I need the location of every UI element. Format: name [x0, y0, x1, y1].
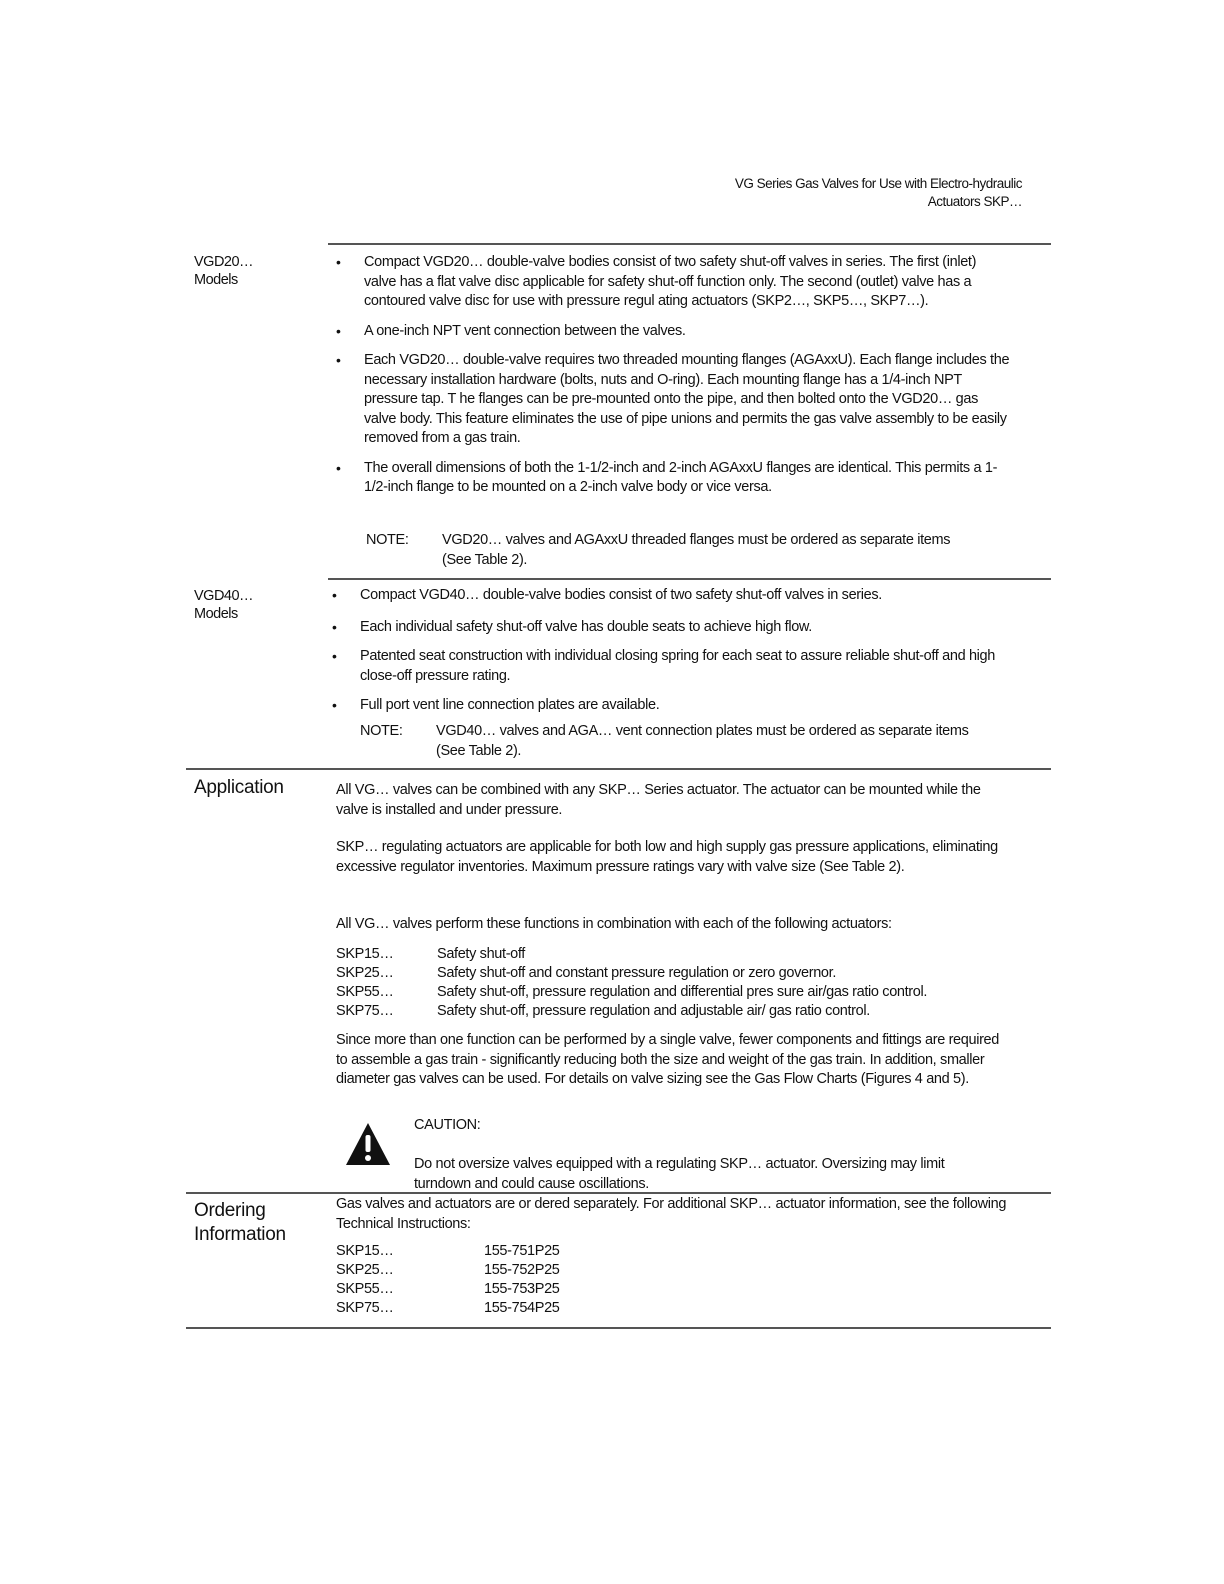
table-row: SKP25… Safety shut-off and constant pressure regulation or zero governor.: [336, 965, 836, 981]
list-item: • A one-inch NPT vent connection between the valves.: [364, 322, 1010, 342]
application-heading: Application: [194, 777, 284, 798]
list-item: • Full port vent line connection plates are available.: [360, 696, 1010, 716]
list-item: • Patented seat construction with individual closing spring for each seat to assure reliable shut-off and high close-off pressure rating.: [360, 647, 1010, 686]
caution-text: Do not oversize valves equipped with a regulating SKP… actuator. Oversizing may limit turndown and could cause oscillations.: [414, 1156, 945, 1192]
vgd40-note: [360, 722, 1000, 761]
running-header: [735, 175, 1022, 211]
vgd20-bullet-list: [364, 253, 1010, 498]
section-divider: [186, 1192, 1051, 1194]
section-divider: [186, 768, 1051, 770]
table-row: SKP25… 155-752P25: [336, 1262, 560, 1278]
note-label: NOTE:: [366, 532, 409, 548]
table-row: SKP75… Safety shut-off, pressure regulation and adjustable air/ gas ratio control.: [336, 1003, 870, 1019]
application-para-4: Since more than one function can be performed by a single valve, fewer components and fittings are required to assemble a gas train - significantly reducing both the size and weight of the gas train. In addition, smaller diameter gas valves can be used. For details on valve sizing see the Gas Flow Charts (Figures 4 and 5).: [336, 1032, 999, 1087]
warning-triangle-icon: [345, 1122, 391, 1166]
list-item: • Compact VGD40… double-valve bodies consist of two safety shut-off valves in series.: [360, 586, 1010, 606]
ordering-heading: Ordering Information: [194, 1200, 286, 1245]
list-item: • Each VGD20… double-valve requires two threaded mounting flanges (AGAxxU). Each flange includes the necessary installation hardware (bolts, nuts and O-ring). Each mounting flange has a 1/4-inch NPT pressure tap. T he flanges can be pre-mounted onto the pipe, and then bolted onto the VGD20… gas valve body. This feature eliminates the use of pipe unions and permits the gas valve assembly to be easily removed from a gas train.: [364, 351, 1010, 449]
table-row: SKP15… 155-751P25: [336, 1243, 560, 1259]
table-row: SKP15… Safety shut-off: [336, 946, 525, 962]
vgd40-bullet-list: [360, 586, 1010, 716]
ordering-intro: Gas valves and actuators are or dered separately. For additional SKP… actuator information, see the following Technical Instructions:: [336, 1196, 1007, 1232]
section-divider: [186, 1327, 1051, 1329]
vgd20-label: VGD20… Models: [194, 254, 254, 288]
section-divider: [328, 243, 1051, 245]
application-para-1: All VG… valves can be combined with any SKP… Series actuator. The actuator can be mounted while the valve is installed and under pressure.: [336, 782, 981, 818]
note-text: VGD20… valves and AGAxxU threaded flanges must be ordered as separate items (See Table 2).: [442, 532, 951, 568]
application-para-2: SKP… regulating actuators are applicable for both low and high supply gas pressure applications, eliminating excessive regulator inventories. Maximum pressure ratings vary with valve size (See Table 2).: [336, 839, 998, 875]
table-row: SKP55… 155-753P25: [336, 1281, 560, 1297]
application-para-3: All VG… valves perform these functions in combination with each of the following actuators:: [336, 916, 892, 932]
running-header-line2: Actuators SKP…: [927, 194, 1022, 209]
table-row: SKP75… 155-754P25: [336, 1300, 560, 1316]
list-item: • Each individual safety shut-off valve has double seats to achieve high flow.: [360, 618, 1010, 638]
note-label: NOTE:: [360, 723, 403, 739]
vgd20-note: [366, 531, 980, 570]
list-item: • The overall dimensions of both the 1-1/2-inch and 2-inch AGAxxU flanges are identical. This permits a 1-1/2-inch flange to be mounted on a 2-inch valve body or vice versa.: [364, 459, 1010, 498]
caution-label: CAUTION:: [414, 1117, 481, 1133]
table-row: SKP55… Safety shut-off, pressure regulation and differential pres sure air/gas ratio control.: [336, 984, 928, 1000]
section-divider: [328, 578, 1051, 580]
list-item: • Compact VGD20… double-valve bodies consist of two safety shut-off valves in series. The first (inlet) valve has a flat valve disc applicable for safety shut-off function only. The second (outlet) valve has a contoured valve disc for use with pressure regul ating actuators (SKP2…, SKP5…, SKP7…).: [364, 253, 1010, 312]
vgd40-label: VGD40… Models: [194, 588, 254, 622]
note-text: VGD40… valves and AGA… vent connection plates must be ordered as separate items (See Table 2).: [436, 723, 969, 759]
running-header-line1: VG Series Gas Valves for Use with Electro-hydraulic: [734, 176, 1022, 191]
